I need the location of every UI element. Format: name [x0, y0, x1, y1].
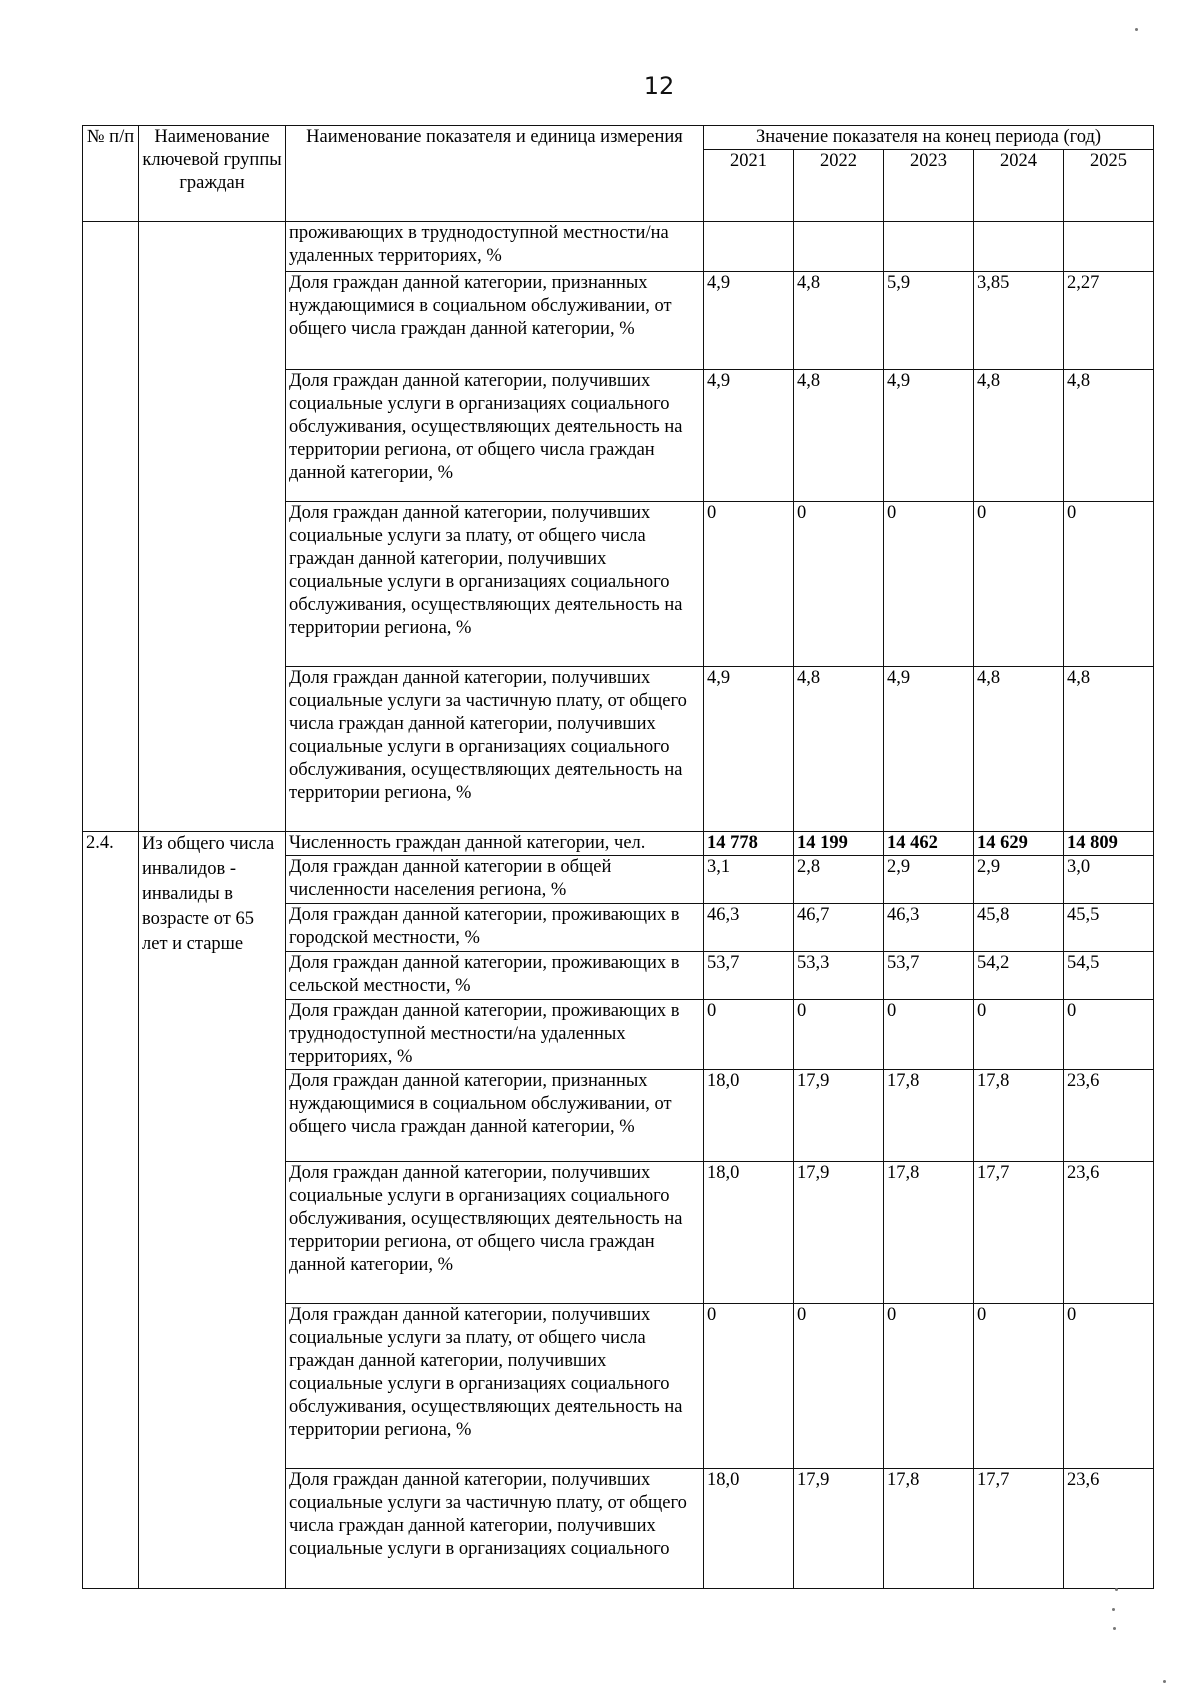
indicator-cell: Доля граждан данной категории, получивших социальные услуги за плату, от общего числа граждан данной категории, получивших социальные услуги в организациях социального обслуживания, осуществляющих деятельность на территории региона, % — [286, 1304, 704, 1469]
value-cell: 54,5 — [1064, 952, 1154, 1000]
value-cell: 4,8 — [794, 272, 884, 370]
value-cell: 4,9 — [704, 272, 794, 370]
value-cell: 3,1 — [704, 856, 794, 904]
value-cell: 17,8 — [884, 1162, 974, 1304]
value-cell: 0 — [794, 1304, 884, 1469]
value-cell: 45,8 — [974, 904, 1064, 952]
value-cell: 17,9 — [794, 1469, 884, 1589]
header-year: 2022 — [794, 150, 884, 222]
value-cell: 4,8 — [974, 370, 1064, 502]
value-cell: 2,9 — [974, 856, 1064, 904]
value-cell — [1064, 222, 1154, 272]
value-cell: 14 809 — [1064, 832, 1154, 856]
indicator-cell: Доля граждан данной категории, признанных нуждающимися в социальном обслуживании, от общего числа граждан данной категории, % — [286, 272, 704, 370]
value-cell: 2,27 — [1064, 272, 1154, 370]
value-cell: 0 — [794, 1000, 884, 1070]
scan-speck — [1113, 1627, 1116, 1630]
header-period: Значение показателя на конец периода (год) — [704, 126, 1154, 150]
value-cell: 0 — [884, 502, 974, 667]
value-cell: 18,0 — [704, 1162, 794, 1304]
value-cell: 17,9 — [794, 1070, 884, 1162]
indicator-cell: Доля граждан данной категории, признанных нуждающимися в социальном обслуживании, от общего числа граждан данной категории, % — [286, 1070, 704, 1162]
value-cell: 0 — [1064, 502, 1154, 667]
header-num: № п/п — [83, 126, 139, 222]
value-cell: 0 — [704, 1304, 794, 1469]
value-cell: 17,8 — [884, 1469, 974, 1589]
value-cell: 23,6 — [1064, 1469, 1154, 1589]
row-group-cell — [139, 222, 286, 832]
value-cell: 2,9 — [884, 856, 974, 904]
scan-speck — [1163, 1680, 1166, 1683]
value-cell: 46,7 — [794, 904, 884, 952]
indicator-cell: Доля граждан данной категории, получивших социальные услуги за плату, от общего числа граждан данной категории, получивших социальные услуги в организациях социального обслуживания, осуществляющих деятельность на территории региона, % — [286, 502, 704, 667]
value-cell: 23,6 — [1064, 1162, 1154, 1304]
value-cell: 14 778 — [704, 832, 794, 856]
value-cell: 0 — [1064, 1000, 1154, 1070]
value-cell: 14 462 — [884, 832, 974, 856]
indicator-cell: Доля граждан данной категории, получивших социальные услуги в организациях социального обслуживания, осуществляющих деятельность на территории региона, от общего числа граждан данной категории, % — [286, 370, 704, 502]
table-row — [83, 222, 1154, 272]
value-cell: 17,9 — [794, 1162, 884, 1304]
table-body — [83, 222, 1154, 1589]
header-year: 2021 — [704, 150, 794, 222]
table-row — [83, 832, 1154, 856]
value-cell: 5,9 — [884, 272, 974, 370]
value-cell: 4,9 — [884, 370, 974, 502]
header-indicator: Наименование показателя и единица измерения — [286, 126, 704, 222]
indicator-table — [82, 125, 1154, 1589]
value-cell: 4,9 — [704, 667, 794, 832]
value-cell: 4,8 — [974, 667, 1064, 832]
value-cell: 0 — [884, 1000, 974, 1070]
group-number: 2.4. — [83, 832, 139, 1589]
value-cell: 53,3 — [794, 952, 884, 1000]
value-cell: 23,6 — [1064, 1070, 1154, 1162]
value-cell: 4,8 — [1064, 667, 1154, 832]
value-cell: 54,2 — [974, 952, 1064, 1000]
indicator-cell: Доля граждан данной категории, проживающих в труднодоступной местности/на удаленных территориях, % — [286, 1000, 704, 1070]
value-cell: 46,3 — [704, 904, 794, 952]
scan-speck — [1112, 1608, 1115, 1611]
indicator-cell: Доля граждан данной категории в общей численности населения региона, % — [286, 856, 704, 904]
value-cell: 2,8 — [794, 856, 884, 904]
indicator-cell: Численность граждан данной категории, чел. — [286, 832, 704, 856]
value-cell: 17,8 — [884, 1070, 974, 1162]
value-cell: 4,9 — [884, 667, 974, 832]
value-cell: 0 — [1064, 1304, 1154, 1469]
value-cell: 0 — [704, 502, 794, 667]
value-cell — [974, 222, 1064, 272]
value-cell: 3,0 — [1064, 856, 1154, 904]
group-name: Из общего числа инвалидов - инвалиды в возрасте от 65 лет и старше — [139, 832, 286, 1589]
value-cell: 17,8 — [974, 1070, 1064, 1162]
value-cell: 46,3 — [884, 904, 974, 952]
value-cell: 53,7 — [884, 952, 974, 1000]
value-cell: 45,5 — [1064, 904, 1154, 952]
row-num-cell — [83, 222, 139, 832]
indicator-cell: проживающих в труднодоступной местности/на удаленных территориях, % — [286, 222, 704, 272]
indicator-cell: Доля граждан данной категории, получивших социальные услуги за частичную плату, от общего числа граждан данной категории, получивших социальные услуги в организациях социального обслуживания, осуществляющих деятельность на территории региона, % — [286, 667, 704, 832]
value-cell: 18,0 — [704, 1070, 794, 1162]
value-cell: 3,85 — [974, 272, 1064, 370]
value-cell: 0 — [974, 502, 1064, 667]
indicator-cell: Доля граждан данной категории, получивших социальные услуги за частичную плату, от общего числа граждан данной категории, получивших социальные услуги в организациях социального — [286, 1469, 704, 1589]
value-cell: 53,7 — [704, 952, 794, 1000]
value-cell — [884, 222, 974, 272]
scan-speck — [1135, 28, 1138, 31]
value-cell: 14 199 — [794, 832, 884, 856]
indicator-cell: Доля граждан данной категории, проживающих в городской местности, % — [286, 904, 704, 952]
indicator-cell: Доля граждан данной категории, проживающих в сельской местности, % — [286, 952, 704, 1000]
value-cell: 17,7 — [974, 1162, 1064, 1304]
header-year: 2025 — [1064, 150, 1154, 222]
header-year: 2023 — [884, 150, 974, 222]
value-cell: 4,8 — [794, 667, 884, 832]
scan-speck — [1115, 1588, 1118, 1591]
value-cell: 0 — [884, 1304, 974, 1469]
value-cell: 0 — [794, 502, 884, 667]
value-cell: 0 — [974, 1000, 1064, 1070]
indicator-cell: Доля граждан данной категории, получивших социальные услуги в организациях социального обслуживания, осуществляющих деятельность на территории региона, от общего числа граждан данной категории, % — [286, 1162, 704, 1304]
value-cell: 17,7 — [974, 1469, 1064, 1589]
value-cell — [704, 222, 794, 272]
value-cell: 0 — [704, 1000, 794, 1070]
value-cell: 4,8 — [1064, 370, 1154, 502]
header-group: Наименование ключевой группы граждан — [139, 126, 286, 222]
value-cell: 0 — [974, 1304, 1064, 1469]
value-cell: 4,8 — [794, 370, 884, 502]
value-cell: 4,9 — [704, 370, 794, 502]
value-cell: 14 629 — [974, 832, 1064, 856]
table-header — [83, 126, 1154, 222]
header-year: 2024 — [974, 150, 1064, 222]
value-cell — [794, 222, 884, 272]
value-cell: 18,0 — [704, 1469, 794, 1589]
page-number: 12 — [643, 72, 675, 100]
